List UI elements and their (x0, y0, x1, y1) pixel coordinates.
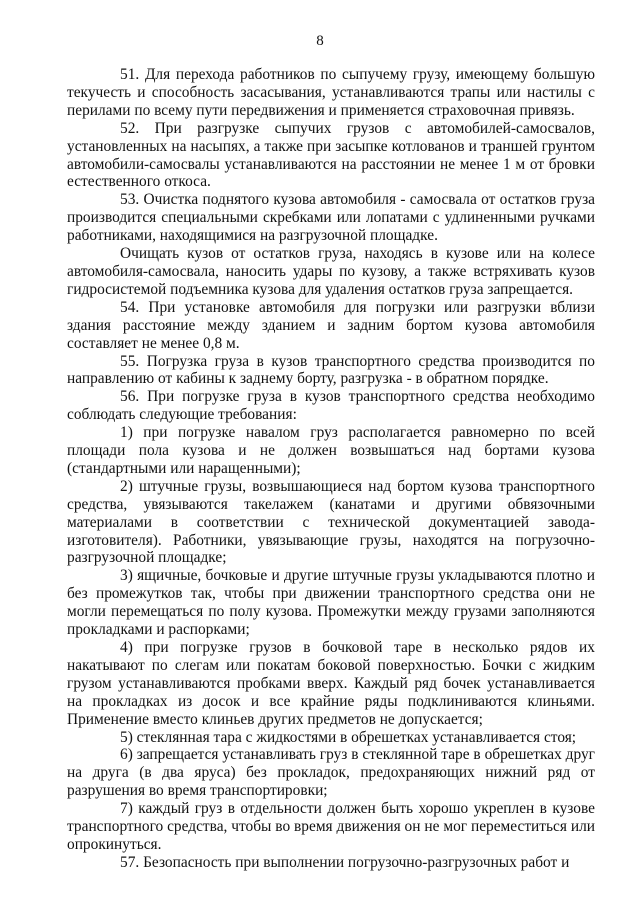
paragraph-51: 51. Для перехода работников по сыпучему грузу, имеющему большую текучесть и способность засасывания, устанавливаются трапы или настилы с перилами по всему пути передвижения и применяется страховочная привязь. (67, 66, 595, 119)
paragraph-53-prohibition: Очищать кузов от остатков груза, находясь в кузове или на колесе автомобиля-самосвала, наносить удары по кузову, а также встряхивать кузов гидросистемой подъемника кузова для удаления остатков груза запрещается. (67, 245, 595, 298)
paragraph-57: 57. Безопасность при выполнении погрузочно-разгрузочных работ и (120, 853, 570, 871)
list-item-2: 2) штучные грузы, возвышающиеся над бортом кузова транспортного средства, увязываются такелажем (канатами и другими обвязочными материалами в соответствии с технической документацией завода-изготовителя). Работники, увязывающие грузы, находятся на погрузочно-разгрузочной площадке; (67, 477, 595, 567)
list-item-1: 1) при погрузке навалом груз располагается равномерно по всей площади пола кузова и не должен возвышаться над бортами кузова (стандартными или наращенными); (67, 424, 595, 477)
list-item-5: 5) стеклянная тара с жидкостями в обрешетках устанавливается стоя; (120, 728, 577, 746)
paragraph-52: 52. При разгрузке сыпучих грузов с автомобилей-самосвалов, установленных на насыпях, а также при засыпке котлованов и траншей грунтом автомобили-самосвалы устанавливаются на расстоянии не менее 1 м от бровки естественного откоса. (67, 119, 595, 191)
list-item-4: 4) при погрузке грузов в бочковой таре в несколько рядов их накатывают по слегам или покатам боковой поверхностью. Бочки с жидким грузом устанавливаются пробками вверх. Каждый ряд бочек устанавливается на прокладках из досок и все крайние ряды подклиниваются клиньями. Применение вместо клиньев других предметов не допускается; (67, 639, 595, 728)
paragraph-56: 56. При погрузке груза в кузов транспортного средства необходимо соблюдать следующие требования: (67, 388, 595, 424)
list-item-3: 3) ящичные, бочковые и другие штучные грузы укладываются плотно и без промежутков так, чтобы при движении транспортного средства они не могли перемещаться по полу кузова. Промежутки между грузами заполняются прокладками и распорками; (67, 567, 595, 639)
document-body (67, 66, 595, 872)
page-number: 8 (316, 33, 324, 49)
list-item-7: 7) каждый груз в отдельности должен быть хорошо укреплен в кузове транспортного средства, чтобы во время движения он не мог переместиться или опрокинуться. (67, 800, 595, 853)
paragraph-54: 54. При установке автомобиля для погрузки или разгрузки вблизи здания расстояние между зданием и задним бортом кузова автомобиля составляет не менее 0,8 м. (67, 298, 595, 352)
paragraph-55: 55. Погрузка груза в кузов транспортного средства производится по направлению от кабины к заднему борту, разгрузка - в обратном порядке. (67, 352, 595, 388)
paragraph-53: 53. Очистка поднятого кузова автомобиля - самосвала от остатков груза производится специальными скребками или лопатами с удлиненными ручками работниками, находящимися на разгрузочной площадке. (67, 191, 595, 245)
list-item-6: 6) запрещается устанавливать груз в стеклянной таре в обрешетках друг на друга (в два яруса) без прокладок, предохраняющих нижний ряд от разрушения во время транспортировки; (67, 746, 595, 800)
